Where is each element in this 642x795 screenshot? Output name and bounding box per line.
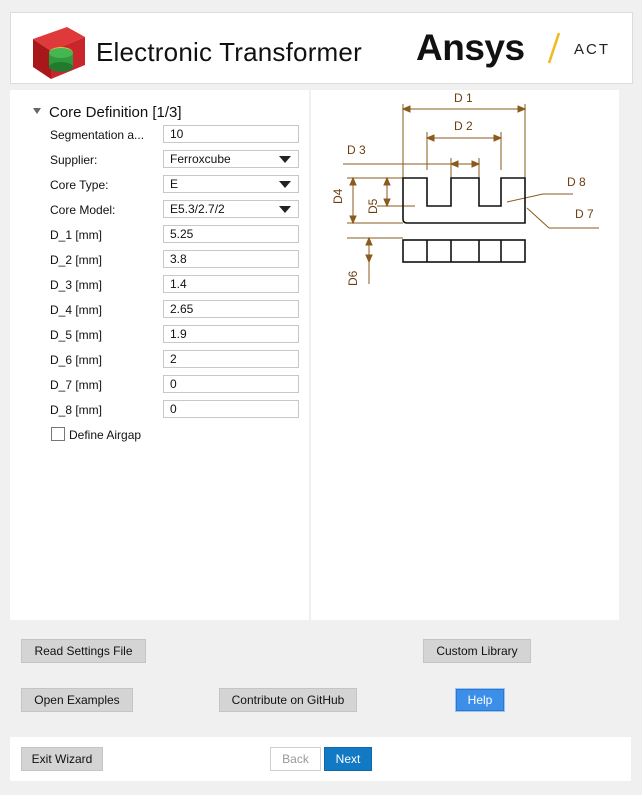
field-label-d5: D_5 [mm] <box>50 328 103 342</box>
field-label-d6: D_6 [mm] <box>50 353 103 367</box>
dim-label-d1: D 1 <box>454 91 473 105</box>
back-button[interactable]: Back <box>270 747 321 771</box>
group-title[interactable]: Core Definition [1/3] <box>49 104 182 121</box>
define-airgap-checkbox[interactable] <box>51 427 65 441</box>
exit-wizard-button[interactable]: Exit Wizard <box>21 747 103 771</box>
define-airgap-label[interactable]: Define Airgap <box>69 428 142 442</box>
header-banner <box>10 12 633 84</box>
contribute-github-button[interactable]: Contribute on GitHub <box>219 688 357 712</box>
d6-input[interactable]: 2 <box>163 350 299 368</box>
next-button[interactable]: Next <box>324 747 372 771</box>
dim-label-d8: D 8 <box>567 175 586 189</box>
dim-label-d3: D 3 <box>347 143 366 157</box>
d8-input[interactable]: 0 <box>163 400 299 418</box>
field-label-segmentation: Segmentation a... <box>50 128 145 142</box>
open-examples-button[interactable]: Open Examples <box>21 688 133 712</box>
field-label-core-model: Core Model: <box>50 203 116 217</box>
dim-label-d6: D6 <box>346 270 360 286</box>
dim-label-d7: D 7 <box>575 207 594 221</box>
d4-input[interactable]: 2.65 <box>163 300 299 318</box>
field-label-d3: D_3 [mm] <box>50 278 103 292</box>
d3-input[interactable]: 1.4 <box>163 275 299 293</box>
field-label-d4: D_4 [mm] <box>50 303 103 317</box>
custom-library-button[interactable]: Custom Library <box>423 639 531 663</box>
core-model-select[interactable]: E5.3/2.7/2 <box>163 200 299 218</box>
d2-input[interactable]: 3.8 <box>163 250 299 268</box>
core-type-select[interactable]: E <box>163 175 299 193</box>
field-label-d1: D_1 [mm] <box>50 228 103 242</box>
field-label-supplier: Supplier: <box>50 153 98 167</box>
help-button[interactable]: Help <box>456 689 504 711</box>
supplier-select[interactable]: Ferroxcube <box>163 150 299 168</box>
transformer-cube-icon <box>27 23 89 81</box>
core-diagram-panel <box>311 90 619 620</box>
read-settings-file-button[interactable]: Read Settings File <box>21 639 146 663</box>
act-label: ACT <box>574 41 610 58</box>
logo-slash-icon <box>546 31 562 65</box>
field-label-d7: D_7 [mm] <box>50 378 103 392</box>
field-label-d2: D_2 [mm] <box>50 253 103 267</box>
d7-input[interactable]: 0 <box>163 375 299 393</box>
dim-label-d2: D 2 <box>454 119 473 133</box>
collapse-triangle-icon[interactable] <box>33 108 41 114</box>
d1-input[interactable]: 5.25 <box>163 225 299 243</box>
dim-label-d5: D5 <box>366 198 380 214</box>
field-label-d8: D_8 [mm] <box>50 403 103 417</box>
field-label-core-type: Core Type: <box>50 178 109 192</box>
ansys-logo: Ansys <box>416 27 525 68</box>
dim-label-d4: D4 <box>331 188 345 204</box>
core-dimension-diagram <box>311 90 619 290</box>
segmentation-input[interactable]: 10 <box>163 125 299 143</box>
d5-input[interactable]: 1.9 <box>163 325 299 343</box>
app-title: Electronic Transformer <box>96 37 362 67</box>
